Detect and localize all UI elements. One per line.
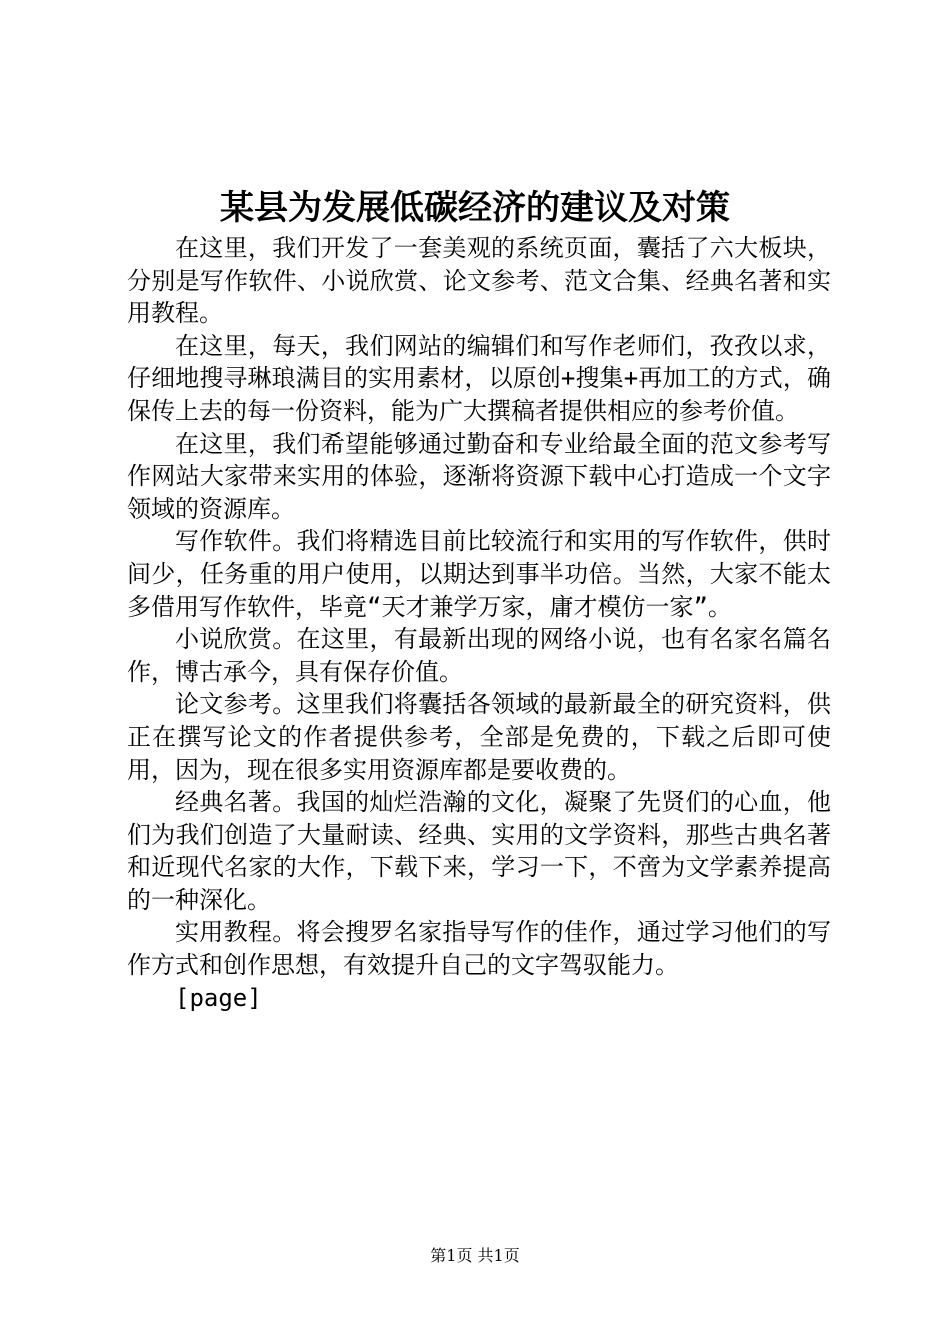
page-title: 某县为发展低碳经济的建议及对策 xyxy=(220,188,730,228)
paragraph: 在这里，我们希望能够通过勤奋和专业给最全面的范文参考写作网站大家带来实用的体验，逐渐将资源下载中心打造成一个文字领域的资源库。 xyxy=(127,429,831,523)
page-marker: [page] xyxy=(175,983,262,1012)
paragraph: 在这里，我们开发了一套美观的系统页面，囊括了六大板块，分别是写作软件、小说欣赏、论文参考、范文合集、经典名著和实用教程。 xyxy=(127,234,831,328)
document-body xyxy=(127,232,831,1014)
paragraph: 实用教程。将会搜罗名家指导写作的佳作，通过学习他们的写作方式和创作思想，有效提升自己的文字驾驭能力。 xyxy=(127,918,831,980)
paragraph: 在这里，每天，我们网站的编辑们和写作老师们，孜孜以求，仔细地搜寻琳琅满目的实用素材，以原创+搜集+再加工的方式，确保传上去的每一份资料，能为广大撰稿者提供相应的参考价值。 xyxy=(127,331,831,425)
paragraph: 论文参考。这里我们将囊括各领域的最新最全的研究资料，供正在撰写论文的作者提供参考，全部是免费的，下载之后即可使用，因为，现在很多实用资源库都是要收费的。 xyxy=(127,690,831,784)
page-footer: 第1页 共1页 xyxy=(430,1246,520,1265)
paragraph: 小说欣赏。在这里，有最新出现的网络小说，也有名家名篇名作，博古承今，具有保存价值。 xyxy=(127,625,831,686)
paragraph: 经典名著。我国的灿烂浩瀚的文化，凝聚了先贤们的心血，他们为我们创造了大量耐读、经典、实用的文学资料，那些古典名著和近现代名家的大作，下载下来，学习一下，不啻为文学素养提高的一种深化。 xyxy=(127,788,831,914)
paragraph: 写作软件。我们将精选目前比较流行和实用的写作软件，供时间少，任务重的用户使用，以期达到事半功倍。当然，大家不能太多借用写作软件，毕竟“天才兼学万家，庸才模仿一家”。 xyxy=(127,527,831,621)
